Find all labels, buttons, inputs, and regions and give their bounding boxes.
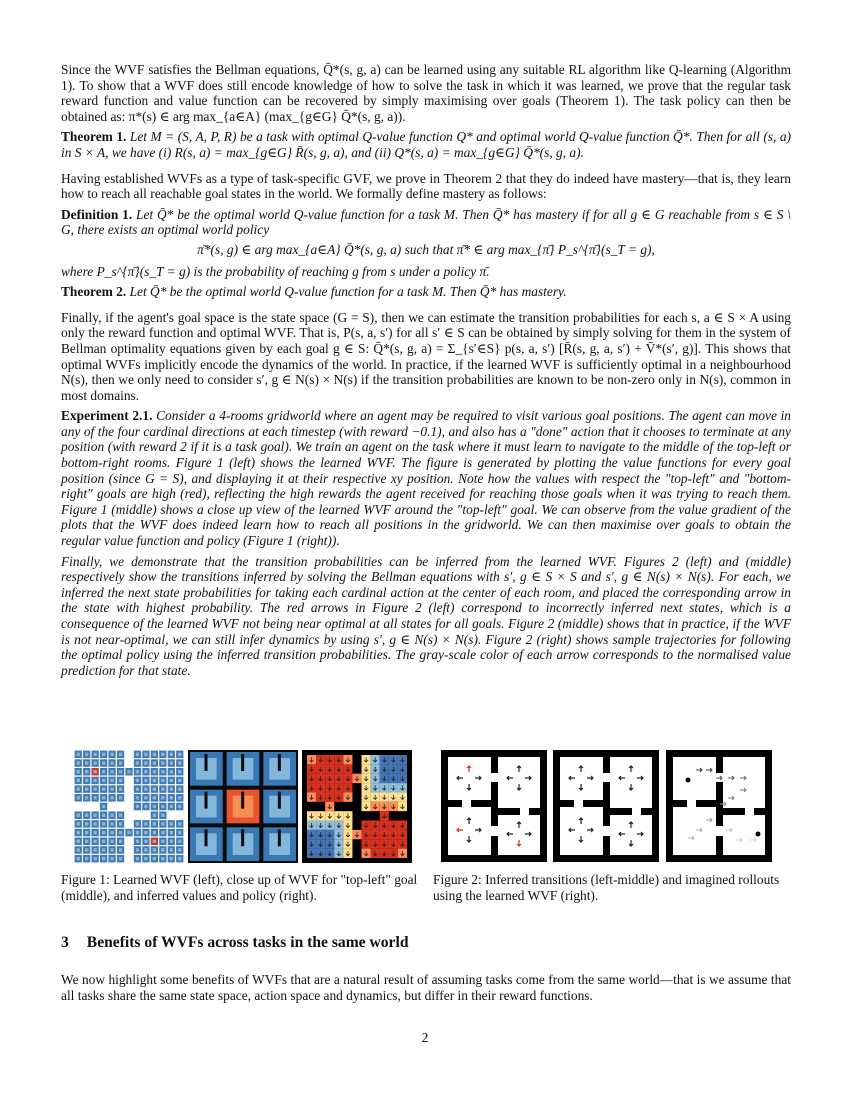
theorem-1 bbox=[61, 129, 791, 160]
figure-1-left-wvf-grid bbox=[74, 750, 184, 863]
figure-2-right-rollouts bbox=[666, 750, 772, 862]
theorem-2 bbox=[61, 284, 791, 300]
paragraph-mastery: Having established WVFs as a type of task-specific GVF, we prove in Theorem 2 that they do indeed have mastery—that is, they learn how to reach all reachable goal states in the world. We formally define mastery as follows: bbox=[61, 170, 791, 202]
theorem-2-text: Let Q̄* be the optimal world Q-value function for a task M. Then Q̄* has mastery. bbox=[129, 284, 567, 300]
theorem-2-label: Theorem 2. bbox=[61, 284, 127, 300]
section-number: 3 bbox=[61, 934, 69, 951]
definition-1-equation: π̄*(s, g) ∈ arg max_{a∈A} Q̄*(s, g, a) such that π̄* ∈ arg max_{π̄} P_s^{π̄}(s_T = g), bbox=[197, 241, 655, 257]
section-heading bbox=[61, 935, 409, 951]
figure-1-middle-closeup bbox=[188, 750, 298, 863]
paragraph-transitions: Finally, if the agent's goal space is the state space (G = S), then we can estimate the transition probabilities for each s, a ∈ S × A using only the reward function and optimal WVF. That is, P(s, a, s′) for all s′ ∈ S can be obtained by simply solving for them in the system of Bellman optimality equations given by each goal g ∈ S: Q̄*(s, g, a) = Σ_{s′∈S} p(s, a, s′) [R̄(s, g, a, s′) + V̄*(s′, g)]. This shows that optimal WVFs implicitly encode the dynamics of the world. In practice, if the learned WVF is sufficiently optimal in a neighbourhood N(s), then we only need to consider s′, g ∈ N(s) × N(s) if the transition probabilities are known to be non-zero only in N(s), common in most domains. bbox=[61, 309, 791, 403]
experiment-text: Consider a 4-rooms gridworld where an agent may be required to visit various goal positions. The agent can move in any of the four cardinal directions at each timestep (with reward −0.1), and also has a "done" action that it chooses to terminate at any position (with reward 2 if it is a task goal). We train an agent on the task where it must learn to navigate to the middle of the top-left or bottom-right rooms. Figure 1 (left) shows the learned WVF. The figure is generated by plotting the value functions for every goal position (since G = S), and displaying it at their respective xy position. Note how the values with respect the "top-left" and "bottom-right" goals are high (red), reflecting the high rewards the agent received for reaching those goals when it was trying to reach them. Figure 1 (middle) shows a close up view of the learned WVF around the "top-left" goal. We can observe from the value gradient of the plots that the WVF does indeed learn how to reach all positions in the gridworld. We can then maximise over goals to obtain the regular value function and policy (Figure 1 (right)). bbox=[61, 408, 791, 549]
definition-1-label: Definition 1. bbox=[61, 206, 133, 222]
definition-1-text: Let Q̄* be the optimal world Q-value function for a task M. Then Q̄* has mastery if for all g ∈ G reachable from s ∈ S \ G, there exists an optimal world policy bbox=[61, 206, 791, 238]
experiment-text-2: Finally, we demonstrate that the transition probabilities can be inferred from the learned WVF. Figures 2 (left) and (middle) respectively show the transitions inferred by solving the Bellman equations with s′, g ∈ S × S and s′, g ∈ N(s) × N(s). For each, we inferred the next state probabilities for taking each cardinal action at the center of each room, and placed the corresponding arrow in the state with highest probability. The red arrows in Figure 2 (left) correspond to incorrectly inferred next states, which is a consequence of the learned WVF not being near optimal at all states for all goals. Figure 2 (middle) shows that in practice, if the WVF is not near-optimal, we can still infer dynamics by using s′, g ∈ N(s) × N(s). Figure 2 (right) shows sample trajectories for following the optimal policy using the inferred transition probabilities. The gray-scale color of each arrow corresponds to the normalised value prediction for that state. bbox=[61, 553, 791, 678]
theorem-1-text: Let M = (S, A, P, R) be a task with optimal Q-value function Q* and optimal world Q-value function Q̄*. Then for all (s, a) in S × A, we have (i) R(s, a) = max_{g∈G} R̄(s, g, a), and (ii) Q*(s, a) = max_{g∈G} Q̄*(s, g, a). bbox=[61, 129, 791, 160]
definition-1 bbox=[61, 207, 791, 238]
experiment-label: Experiment 2.1. bbox=[61, 408, 153, 424]
figure-2-middle-transitions bbox=[553, 750, 659, 862]
figure-2-left-transitions bbox=[441, 750, 547, 862]
page-body bbox=[61, 62, 791, 678]
figure-1-caption: Figure 1: Learned WVF (left), close up of WVF for "top-left" goal (middle), and inferred values and policy (right). bbox=[61, 872, 418, 903]
paragraph-intro: Since the WVF satisfies the Bellman equations, Q̄*(s, g, a) can be learned using any suitable RL algorithm like Q-learning (Algorithm 1). To show that a WVF does still encode knowledge of how to solve the task in which it was learned, we prove that the regular task reward function and value function can be recovered by simply maximising over goals (Theorem 1). The task policy can then be obtained as: π*(s) ∈ arg max_{a∈A} (max_{g∈G} Q̄*(s, g, a)). bbox=[61, 62, 791, 124]
definition-1-where: where P_s^{π̄}(s_T = g) is the probability of reaching g from s under a policy π̄. bbox=[61, 263, 490, 279]
page-number: 2 bbox=[421, 1030, 429, 1045]
experiment-2-1 bbox=[61, 408, 791, 548]
theorem-1-label: Theorem 1. bbox=[61, 129, 127, 145]
figure-1-right-values-policy bbox=[302, 750, 412, 863]
paragraph-section-3: We now highlight some benefits of WVFs that are a natural result of assuming tasks come from the same world—that is we assume that all tasks share the same state space, action space and dynamics, but differ in their reward functions. bbox=[61, 972, 791, 1003]
section-title: Benefits of WVFs across tasks in the same world bbox=[86, 934, 409, 951]
figure-2-caption: Figure 2: Inferred transitions (left-middle) and imagined rollouts using the learned WVF (right). bbox=[433, 872, 780, 903]
